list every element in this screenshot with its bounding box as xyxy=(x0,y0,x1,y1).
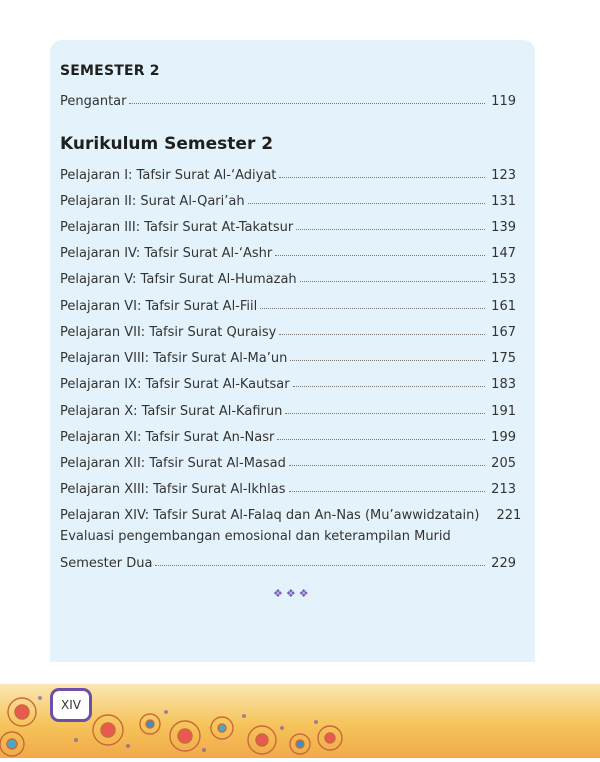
toc-entry-lesson-2[interactable] xyxy=(60,189,516,209)
toc-entry-page: 131 xyxy=(491,194,516,209)
toc-entry-title: Pelajaran IX: Tafsir Surat Al-Kautsar xyxy=(60,377,290,392)
toc-entry-evaluation[interactable] xyxy=(60,551,516,571)
toc-entry-title: Pelajaran XI: Tafsir Surat An-Nasr xyxy=(60,430,275,445)
dot-leader xyxy=(260,308,485,309)
toc-entry-lesson-14[interactable] xyxy=(60,503,522,523)
toc-entry-title: Pelajaran VIII: Tafsir Surat Al-Ma’un xyxy=(60,351,288,366)
ornament-divider: ❖❖❖ xyxy=(273,587,312,600)
dot-leader xyxy=(279,177,485,178)
toc-entry-lesson-7[interactable] xyxy=(60,320,516,340)
toc-entry-lesson-10[interactable] xyxy=(60,399,516,419)
toc-entry-page: 183 xyxy=(491,377,516,392)
toc-entry-title: Pelajaran I: Tafsir Surat Al-‘Adiyat xyxy=(60,168,277,183)
toc-entry-page: 191 xyxy=(491,404,516,419)
toc-entry-title: Pelajaran X: Tafsir Surat Al-Kafirun xyxy=(60,404,283,419)
dot-leader xyxy=(300,281,486,282)
dot-leader xyxy=(155,565,485,566)
dot-leader xyxy=(290,360,485,361)
toc-entry-page: 229 xyxy=(491,556,516,571)
toc-entry-page: 199 xyxy=(491,430,516,445)
toc-entry-page: 167 xyxy=(491,325,516,340)
dot-leader xyxy=(277,439,485,440)
toc-entry-lesson-5[interactable] xyxy=(60,267,516,287)
toc-entry-lesson-4[interactable] xyxy=(60,241,516,261)
toc-entry-title: Pelajaran V: Tafsir Surat Al-Humazah xyxy=(60,272,297,287)
toc-entry-title: Semester Dua xyxy=(60,556,153,571)
dot-leader xyxy=(129,103,485,104)
dot-leader xyxy=(293,386,486,387)
page-number-badge: XIV xyxy=(50,688,92,722)
semester-heading: SEMESTER 2 xyxy=(60,63,160,79)
toc-entry-title: Pelajaran III: Tafsir Surat At-Takatsur xyxy=(60,220,294,235)
dot-leader xyxy=(296,229,485,230)
toc-entry-page: 139 xyxy=(491,220,516,235)
toc-entry-title: Pelajaran IV: Tafsir Surat Al-‘Ashr xyxy=(60,246,273,261)
toc-entry-lesson-3[interactable] xyxy=(60,215,516,235)
toc-entry-page: 161 xyxy=(491,299,516,314)
toc-entry-title: Pelajaran VI: Tafsir Surat Al-Fiil xyxy=(60,299,258,314)
toc-entry-title: Pengantar xyxy=(60,94,127,109)
toc-entry-lesson-13[interactable] xyxy=(60,477,516,497)
toc-entry-title: Pelajaran VII: Tafsir Surat Quraisy xyxy=(60,325,277,340)
toc-entry-page: 221 xyxy=(496,508,522,523)
toc-entry-page: 153 xyxy=(491,272,516,287)
toc-entry-page: 175 xyxy=(491,351,516,366)
dot-leader xyxy=(285,413,485,414)
toc-entry-title: Pelajaran XIII: Tafsir Surat Al-Ikhlas xyxy=(60,482,286,497)
curriculum-heading: Kurikulum Semester 2 xyxy=(60,134,274,154)
toc-entry-title: Pelajaran XII: Tafsir Surat Al-Masad xyxy=(60,456,286,471)
toc-entry-lesson-9[interactable] xyxy=(60,372,516,392)
toc-entry-page: 213 xyxy=(491,482,516,497)
toc-entry-lesson-1[interactable] xyxy=(60,163,516,183)
toc-entry-page: 205 xyxy=(491,456,516,471)
toc-entry-page: 123 xyxy=(491,168,516,183)
dot-leader xyxy=(289,491,486,492)
toc-entry-lesson-6[interactable] xyxy=(60,294,516,314)
toc-entry-lesson-8[interactable] xyxy=(60,346,516,366)
toc-entry-lesson-12[interactable] xyxy=(60,451,516,471)
dot-leader xyxy=(289,465,485,466)
toc-entry-intro[interactable] xyxy=(60,89,516,109)
dot-leader xyxy=(248,203,486,204)
toc-entry-page: 119 xyxy=(491,94,516,109)
toc-entry-page: 147 xyxy=(491,246,516,261)
dot-leader xyxy=(275,255,485,256)
toc-entry-title: Pelajaran II: Surat Al-Qari’ah xyxy=(60,194,245,209)
dot-leader xyxy=(279,334,485,335)
toc-entry-lesson-11[interactable] xyxy=(60,425,516,445)
evaluation-title-line1: Evaluasi pengembangan emosional dan keterampilan Murid xyxy=(60,529,451,544)
toc-entry-title: Pelajaran XIV: Tafsir Surat Al-Falaq dan An-Nas (Mu’awwidzatain) xyxy=(60,508,480,523)
